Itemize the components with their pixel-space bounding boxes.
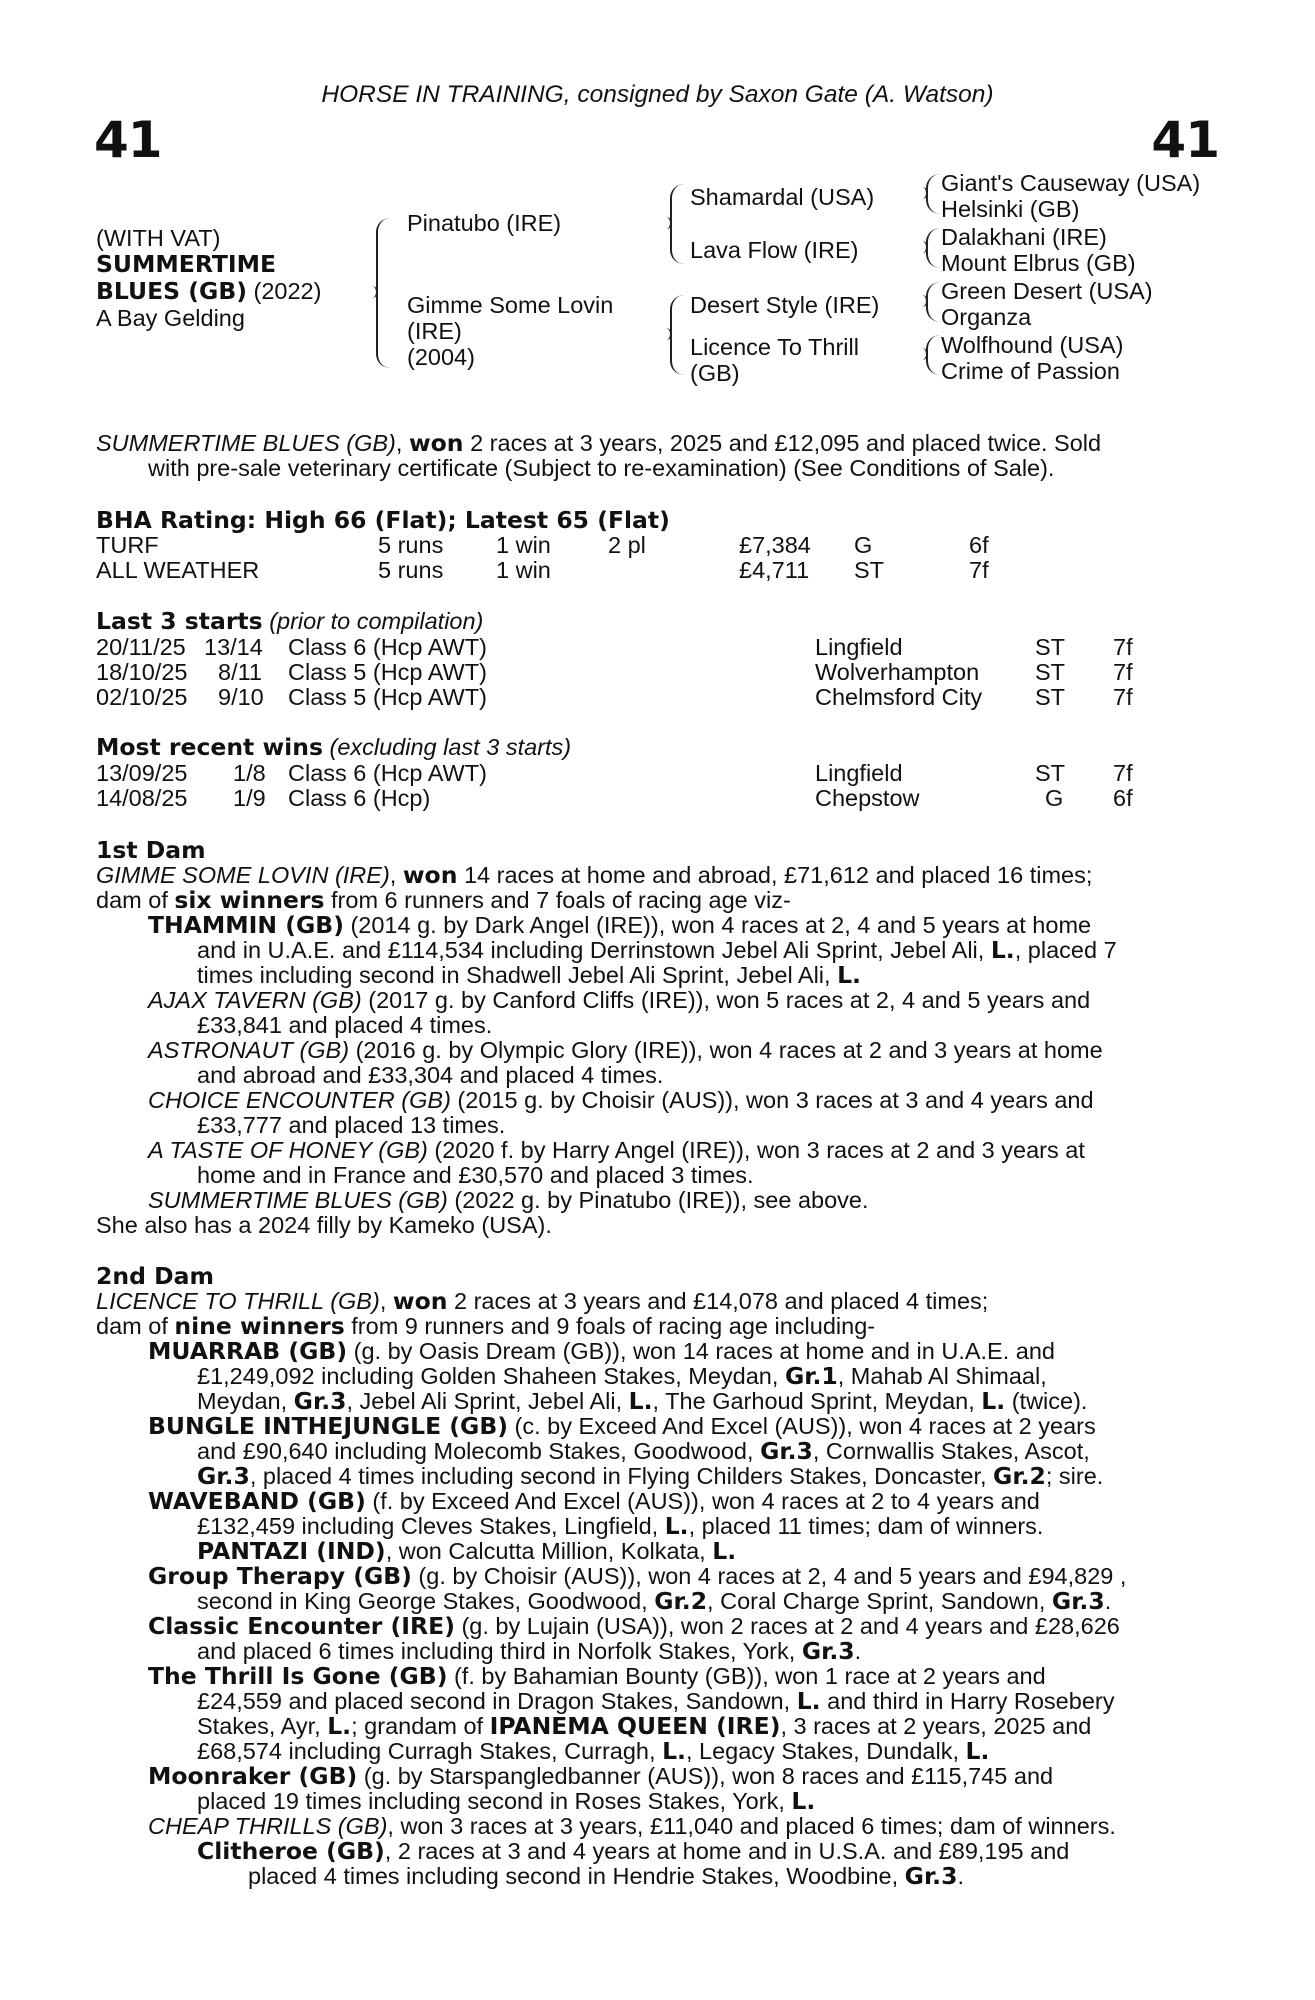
- race-grade: L.: [327, 1712, 352, 1740]
- race-grade: Gr.2: [993, 1462, 1046, 1490]
- last3-title: Last 3 starts: [96, 607, 263, 635]
- wins-heading: [96, 735, 571, 761]
- dam1-rest: 14 races at home and abroad, £71,612 and placed 16 times;: [457, 862, 1093, 888]
- pedigree-dds: Wolfhound (USA): [941, 332, 1124, 358]
- progeny-text: ; grandam of: [351, 1713, 490, 1739]
- race-grade: Gr.1: [784, 1362, 838, 1390]
- progeny-classic-2: [197, 1639, 861, 1665]
- progeny-text: , Legacy Stakes, Dundalk,: [685, 1738, 966, 1764]
- win-date: 14/08/25: [96, 785, 188, 811]
- progeny-name: A TASTE OF HONEY (GB): [148, 1137, 428, 1163]
- progeny-text: £24,559 and placed second in Dragon Stakes, Sandown,: [197, 1688, 797, 1714]
- progeny-text: (f. by Exceed And Excel (AUS)), won 4 races at 2 to 4 years and: [365, 1488, 1040, 1514]
- dam2-winners: nine winners: [174, 1312, 345, 1340]
- progeny-text: , 3 races at 2 years, 2025 and: [780, 1713, 1092, 1739]
- race-grade: Gr.3: [904, 1862, 958, 1890]
- progeny-group-therapy-1: [148, 1564, 1126, 1590]
- progeny-text: , Cornwallis Stakes, Ascot,: [812, 1438, 1090, 1464]
- progeny-choice-1: [148, 1088, 1094, 1114]
- progeny-thammin-1: [148, 913, 1091, 939]
- start-position: 8/11: [218, 659, 262, 685]
- race-grade: Gr.2: [654, 1587, 708, 1615]
- race-grade: L.: [837, 961, 861, 989]
- dam2-name: LICENCE TO THRILL (GB): [96, 1288, 380, 1314]
- progeny-text: (g. by Choisir (AUS)), won 4 races at 2, 4 and 5 years and £94,829 ,: [411, 1563, 1127, 1589]
- rating-surface: ALL WEATHER: [96, 557, 260, 583]
- progeny-text: , Mahab Al Shimaal,: [837, 1363, 1047, 1389]
- progeny-text: , placed 4 times including second in Flying Childers Stakes, Doncaster,: [249, 1463, 994, 1489]
- race-grade: L.: [965, 1737, 990, 1765]
- progeny-text: (g. by Oasis Dream (GB)), won 14 races at home and in U.A.E. and: [347, 1338, 1055, 1364]
- progeny-name: IPANEMA QUEEN (IRE): [489, 1712, 781, 1740]
- pedigree-brace-2: [670, 184, 684, 264]
- progeny-name: The Thrill Is Gone (GB): [148, 1662, 448, 1690]
- progeny-summertime: [148, 1188, 869, 1214]
- pedigree-brace-6: [926, 282, 940, 322]
- race-grade: L.: [796, 1687, 821, 1715]
- win-distance: 6f: [1113, 785, 1133, 811]
- progeny-name: BUNGLE INTHEJUNGLE (GB): [148, 1412, 508, 1440]
- pedigree-brace-5: [926, 228, 940, 268]
- progeny-thammin-2: [197, 938, 1117, 964]
- rating-surface: TURF: [96, 532, 159, 558]
- progeny-name: ASTRONAUT (GB): [148, 1037, 350, 1063]
- race-grade: L.: [662, 1737, 686, 1765]
- rating-distance: 7f: [969, 557, 989, 583]
- dam1-damof: dam of: [96, 887, 175, 913]
- progeny-thammin-3: [197, 963, 861, 989]
- progeny-text: and £90,640 including Molecomb Stakes, Goodwood,: [197, 1438, 761, 1464]
- race-grade: L.: [664, 1512, 689, 1540]
- start-course: Chelmsford City: [815, 684, 983, 710]
- rating-runs: 5 runs: [378, 532, 444, 558]
- summary-line2: with pre-sale veterinary certificate (Subject to re-examination) (See Conditions of Sale).: [148, 455, 1055, 481]
- progeny-text: and placed 6 times including third in Norfolk Stakes, York,: [197, 1638, 802, 1664]
- progeny-muarrab-3: [197, 1389, 1087, 1415]
- horse-name-line2-text: BLUES (GB): [96, 277, 247, 305]
- race-grade: L.: [981, 1387, 1006, 1415]
- progeny-text: (2020 f. by Harry Angel (IRE)), won 3 races at 2 and 3 years at: [427, 1137, 1085, 1163]
- pedigree-sire: Pinatubo (IRE): [407, 210, 562, 236]
- pedigree-sire-sire: Shamardal (USA): [690, 184, 875, 210]
- progeny-group-therapy-2: [197, 1589, 1111, 1615]
- progeny-text: placed 4 times including second in Hendrie Stakes, Woodbine,: [248, 1863, 905, 1889]
- progeny-text: .: [1104, 1588, 1112, 1614]
- race-grade: L.: [628, 1387, 653, 1415]
- progeny-text: Meydan,: [197, 1388, 294, 1414]
- progeny-text: placed 19 times including second in Roses Stakes, York,: [197, 1788, 792, 1814]
- pedigree-dam-dam-line1: Licence To Thrill: [690, 334, 859, 360]
- progeny-name: WAVEBAND (GB): [148, 1487, 366, 1515]
- horse-name-line2: [96, 279, 321, 305]
- wins-subtitle: (excluding last 3 starts): [322, 734, 572, 760]
- win-position: 1/9: [233, 785, 266, 811]
- progeny-name: Moonraker (GB): [148, 1762, 358, 1790]
- progeny-pantazi: [197, 1539, 736, 1565]
- pedigree-sds: Dalakhani (IRE): [941, 224, 1107, 250]
- progeny-text: and in U.A.E. and £114,534 including Derrinstown Jebel Ali Sprint, Jebel Ali,: [197, 937, 991, 963]
- progeny-muarrab-1: [148, 1339, 1055, 1365]
- rating-runs: 5 runs: [378, 557, 444, 583]
- pedigree-dam-line2: (IRE): [407, 318, 462, 344]
- start-going: ST: [1035, 634, 1066, 660]
- dam2-rest: 2 races at 3 years and £14,078 and placed 4 times;: [447, 1288, 989, 1314]
- win-distance: 7f: [1113, 760, 1133, 786]
- progeny-text: (f. by Bahamian Bounty (GB)), won 1 race at 2 years and: [447, 1663, 1046, 1689]
- race-grade: Gr.3: [801, 1637, 855, 1665]
- pedigree-dsd: Organza: [941, 304, 1032, 330]
- start-distance: 7f: [1113, 684, 1133, 710]
- progeny-astronaut-1: [148, 1038, 1103, 1064]
- progeny-classic-1: [148, 1614, 1120, 1640]
- start-position: 13/14: [204, 634, 263, 660]
- pedigree-brace-4: [926, 174, 940, 214]
- progeny-text: , Coral Charge Sprint, Sandown,: [707, 1588, 1052, 1614]
- lot-number-left: 41: [94, 111, 162, 169]
- pedigree-sdd: Mount Elbrus (GB): [941, 250, 1136, 276]
- dam1-winners: six winners: [174, 886, 325, 914]
- progeny-name: Clitheroe (GB): [197, 1837, 385, 1865]
- win-course: Chepstow: [815, 785, 920, 811]
- progeny-text: (twice).: [1005, 1388, 1088, 1414]
- win-going: ST: [1035, 760, 1066, 786]
- dam2-title: 2nd Dam: [96, 1262, 214, 1290]
- progeny-text: Stakes, Ayr,: [197, 1713, 328, 1739]
- progeny-waveband-1: [148, 1489, 1040, 1515]
- pedigree-brace-3: [670, 295, 684, 375]
- start-distance: 7f: [1113, 634, 1133, 660]
- pedigree-dss: Green Desert (USA): [941, 278, 1153, 304]
- progeny-name: THAMMIN (GB): [148, 911, 344, 939]
- progeny-text: , Jebel Ali Sprint, Jebel Ali,: [346, 1388, 629, 1414]
- summary-won: won: [408, 429, 464, 457]
- progeny-bungle-1: [148, 1414, 1096, 1440]
- progeny-thrill-2: [197, 1689, 1114, 1715]
- progeny-text: times including second in Shadwell Jebel Ali Sprint, Jebel Ali,: [197, 962, 838, 988]
- race-grade: Gr.3: [293, 1387, 347, 1415]
- progeny-moonraker-1: [148, 1764, 1053, 1790]
- rating-title: BHA Rating: High 66 (Flat); Latest 65 (Flat): [96, 506, 670, 534]
- dam2-line2: [96, 1314, 875, 1340]
- pedigree-brace-7: [926, 335, 940, 375]
- dam2-damof: dam of: [96, 1313, 175, 1339]
- progeny-text: £132,459 including Cleves Stakes, Lingfield,: [197, 1513, 665, 1539]
- win-date: 13/09/25: [96, 760, 188, 786]
- start-course: Wolverhampton: [815, 659, 980, 685]
- progeny-text: .: [957, 1863, 964, 1889]
- start-position: 9/10: [218, 684, 264, 710]
- pedigree-dam-line3: (2004): [407, 344, 475, 370]
- win-class: Class 6 (Hcp): [288, 785, 431, 811]
- progeny-taste-1: [148, 1138, 1085, 1164]
- summary-horse-name: SUMMERTIME BLUES (GB): [96, 430, 396, 456]
- progeny-name: CHOICE ENCOUNTER (GB): [148, 1087, 451, 1113]
- progeny-name: CHEAP THRILLS (GB): [148, 1813, 388, 1839]
- progeny-text: , placed 7: [1014, 937, 1117, 963]
- start-date: 02/10/25: [96, 684, 188, 710]
- win-course: Lingfield: [815, 760, 903, 786]
- summary-rest: 2 races at 3 years, 2025 and £12,095 and placed twice. Sold: [463, 430, 1102, 456]
- progeny-text: £1,249,092 including Golden Shaheen Stakes, Meydan,: [197, 1363, 785, 1389]
- last3-subtitle: (prior to compilation): [262, 608, 484, 634]
- progeny-text: (c. by Exceed And Excel (AUS)), won 4 races at 2 years: [508, 1413, 1096, 1439]
- lot-number-right: 41: [1151, 111, 1219, 169]
- dam2-line1: LICENCE TO THRILL (GB), won 2 races at 3 years and £14,078 and placed 4 times;: [96, 1287, 989, 1315]
- vat-label: (WITH VAT): [96, 225, 221, 251]
- start-date: 18/10/25: [96, 659, 188, 685]
- race-grade: Gr.3: [760, 1437, 813, 1465]
- progeny-name: Group Therapy (GB): [148, 1562, 412, 1590]
- horse-name-line1: SUMMERTIME: [96, 250, 277, 278]
- dam1-won: won: [402, 861, 458, 889]
- progeny-bungle-3: [197, 1464, 1103, 1490]
- progeny-text: .: [854, 1638, 862, 1664]
- rating-prize: £7,384: [739, 532, 811, 558]
- dam1-name: GIMME SOME LOVIN (IRE): [96, 862, 390, 888]
- progeny-astronaut-2: and abroad and £33,304 and placed 4 times.: [197, 1062, 664, 1088]
- start-distance: 7f: [1113, 659, 1133, 685]
- progeny-clitheroe-2: [248, 1864, 964, 1890]
- progeny-waveband-2: [197, 1514, 1043, 1540]
- dam1-title: 1st Dam: [96, 836, 206, 864]
- dam1-line1: GIMME SOME LOVIN (IRE), won 14 races at home and abroad, £71,612 and placed 16 times;: [96, 861, 1093, 889]
- progeny-name: AJAX TAVERN (GB): [148, 987, 362, 1013]
- progeny-text: , won 3 races at 3 years, £11,040 and placed 6 times; dam of winners.: [387, 1813, 1116, 1839]
- progeny-name: MUARRAB (GB): [148, 1337, 348, 1365]
- progeny-text: (g. by Lujain (USA)), won 2 races at 2 and 4 years and £28,626: [454, 1613, 1120, 1639]
- progeny-text: , 2 races at 3 and 4 years at home and in U.S.A. and £89,195 and: [384, 1838, 1070, 1864]
- pedigree-sss: Giant's Causeway (USA): [941, 170, 1201, 196]
- progeny-text: , The Garhoud Sprint, Meydan,: [652, 1388, 982, 1414]
- progeny-cheap-thrills: [148, 1814, 1116, 1840]
- race-grade: L.: [712, 1537, 737, 1565]
- progeny-text: second in King George Stakes, Goodwood,: [197, 1588, 655, 1614]
- rating-going: G: [854, 532, 873, 558]
- progeny-name: SUMMERTIME BLUES (GB): [148, 1187, 448, 1213]
- progeny-text: and third in Harry Rosebery: [820, 1688, 1115, 1714]
- start-going: ST: [1035, 659, 1066, 685]
- progeny-name: Classic Encounter (IRE): [148, 1612, 455, 1640]
- dam2-runners: from 9 runners and 9 foals of racing age including-: [344, 1313, 876, 1339]
- progeny-text: (2014 g. by Dark Angel (IRE)), won 4 races at 2, 4 and 5 years at home: [343, 912, 1092, 938]
- progeny-clitheroe-1: [197, 1839, 1069, 1865]
- start-going: ST: [1035, 684, 1066, 710]
- rating-prize: £4,711: [739, 557, 810, 583]
- consignment-header: HORSE IN TRAINING, consigned by Saxon Gate (A. Watson): [321, 81, 994, 108]
- dam1-also: She also has a 2024 filly by Kameko (USA).: [96, 1212, 552, 1238]
- pedigree-ddd: Crime of Passion: [941, 358, 1120, 384]
- progeny-taste-2: home and in France and £30,570 and placed 3 times.: [197, 1162, 754, 1188]
- rating-placed: 2 pl: [608, 532, 646, 558]
- progeny-ajax-1: [148, 988, 1090, 1014]
- progeny-text: , placed 11 times; dam of winners.: [688, 1513, 1044, 1539]
- progeny-bungle-2: [197, 1439, 1090, 1465]
- start-date: 20/11/25: [96, 634, 186, 660]
- progeny-name: PANTAZI (IND): [197, 1537, 386, 1565]
- progeny-text: ; sire.: [1045, 1463, 1104, 1489]
- progeny-text: (2017 g. by Canford Cliffs (IRE)), won 5 races at 2, 4 and 5 years and: [361, 987, 1091, 1013]
- progeny-text: , won Calcutta Million, Kolkata,: [385, 1538, 713, 1564]
- race-grade: L.: [990, 936, 1015, 964]
- last3-heading: [96, 609, 483, 635]
- progeny-text: (2015 g. by Choisir (AUS)), won 3 races at 3 and 4 years and: [450, 1087, 1094, 1113]
- pedigree-ssd: Helsinki (GB): [941, 196, 1080, 222]
- rating-going: ST: [854, 557, 885, 583]
- win-going: G: [1045, 785, 1064, 811]
- progeny-text: (2016 g. by Olympic Glory (IRE)), won 4 races at 2 and 3 years at home: [349, 1037, 1103, 1063]
- progeny-thrill-3: [197, 1714, 1091, 1740]
- dam1-runners: from 6 runners and 7 foals of racing age viz-: [324, 887, 791, 913]
- start-course: Lingfield: [815, 634, 903, 660]
- race-grade: Gr.3: [197, 1462, 250, 1490]
- progeny-ajax-2: £33,841 and placed 4 times.: [197, 1012, 493, 1038]
- pedigree-dam-sire: Desert Style (IRE): [690, 292, 880, 318]
- pedigree-dam-dam-line2: (GB): [690, 360, 740, 386]
- dam1-line2: [96, 888, 791, 914]
- progeny-thrill-4: [197, 1739, 989, 1765]
- progeny-text: (g. by Starspangledbanner (AUS)), won 8 races and £115,745 and: [357, 1763, 1054, 1789]
- start-class: Class 5 (Hcp AWT): [288, 659, 487, 685]
- start-class: Class 5 (Hcp AWT): [288, 684, 487, 710]
- progeny-text: (2022 g. by Pinatubo (IRE)), see above.: [447, 1187, 869, 1213]
- pedigree-sire-dam: Lava Flow (IRE): [690, 237, 859, 263]
- rating-wins: 1 win: [496, 532, 551, 558]
- win-class: Class 6 (Hcp AWT): [288, 760, 487, 786]
- race-grade: L.: [791, 1787, 816, 1815]
- race-grade: Gr.3: [1051, 1587, 1105, 1615]
- horse-description: A Bay Gelding: [96, 305, 245, 331]
- pedigree-brace-1: [376, 218, 390, 368]
- progeny-moonraker-2: [197, 1789, 815, 1815]
- win-position: 1/8: [233, 760, 266, 786]
- progeny-muarrab-2: [197, 1364, 1047, 1390]
- progeny-choice-2: £33,777 and placed 13 times.: [197, 1112, 506, 1138]
- rating-wins: 1 win: [496, 557, 551, 583]
- rating-distance: 6f: [969, 532, 989, 558]
- progeny-text: £68,574 including Curragh Stakes, Curragh,: [197, 1738, 663, 1764]
- dam2-won: won: [392, 1287, 448, 1315]
- horse-year: (2022): [246, 278, 322, 304]
- pedigree-dam-line1: Gimme Some Lovin: [407, 292, 614, 318]
- progeny-thrill-1: [148, 1664, 1046, 1690]
- start-class: Class 6 (Hcp AWT): [288, 634, 487, 660]
- summary-line1: SUMMERTIME BLUES (GB), won 2 races at 3 years, 2025 and £12,095 and placed twice. Sold: [96, 429, 1102, 457]
- wins-title: Most recent wins: [96, 733, 323, 761]
